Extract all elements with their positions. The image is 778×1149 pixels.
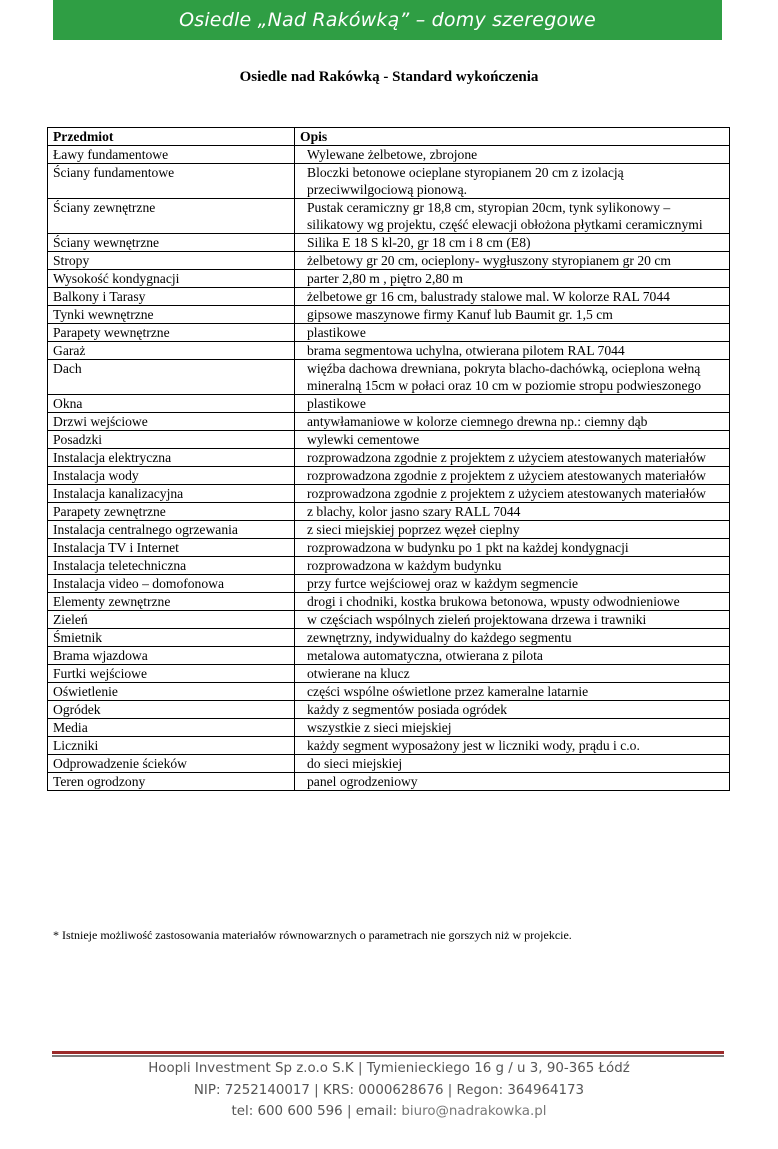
row-description-cell: plastikowe: [295, 395, 730, 413]
row-description-cell: części wspólne oświetlone przez kameralne latarnie: [295, 683, 730, 701]
document-title: Osiedle nad Rakówką - Standard wykończenia: [239, 69, 539, 85]
row-item-cell: Parapety zewnętrzne: [48, 503, 295, 521]
row-item-cell: Posadzki: [48, 431, 295, 449]
row-item-cell: Teren ogrodzony: [48, 773, 295, 791]
row-item-cell: Brama wjazdowa: [48, 647, 295, 665]
table-row: [48, 539, 730, 557]
row-item-cell: Balkony i Tarasy: [48, 288, 295, 306]
row-item-cell: Ściany fundamentowe: [48, 164, 295, 199]
row-description-cell: z sieci miejskiej poprzez węzeł cieplny: [295, 521, 730, 539]
row-item-cell: Tynki wewnętrzne: [48, 306, 295, 324]
row-item-cell: Ogródek: [48, 701, 295, 719]
table-header-row: [48, 128, 730, 146]
row-item-cell: Instalacja video – domofonowa: [48, 575, 295, 593]
banner-title: Osiedle „Nad Rakówką” – domy szeregowe: [179, 9, 596, 31]
row-description-cell: Silika E 18 S kl-20, gr 18 cm i 8 cm (E8): [295, 234, 730, 252]
row-item-cell: Odprowadzenie ścieków: [48, 755, 295, 773]
table-row: [48, 449, 730, 467]
row-item-cell: Ściany wewnętrzne: [48, 234, 295, 252]
row-item-cell: Okna: [48, 395, 295, 413]
row-description-cell: żelbetowy gr 20 cm, ocieplony- wygłuszony styropianem gr 20 cm: [295, 252, 730, 270]
row-description-cell: parter 2,80 m , piętro 2,80 m: [295, 270, 730, 288]
table-row: [48, 306, 730, 324]
row-item-cell: Dach: [48, 360, 295, 395]
table-row: [48, 395, 730, 413]
table-row: [48, 288, 730, 306]
row-item-cell: Ściany zewnętrzne: [48, 199, 295, 234]
row-item-cell: Drzwi wejściowe: [48, 413, 295, 431]
row-item-cell: Liczniki: [48, 737, 295, 755]
footer-address: Hoopli Investment Sp z.o.o S.K | Tymienieckiego 16 g / u 3, 90-365 Łódź: [148, 1061, 630, 1076]
row-description-cell: Wylewane żelbetowe, zbrojone: [295, 146, 730, 164]
row-description-cell: z blachy, kolor jasno szary RALL 7044: [295, 503, 730, 521]
header-banner: [53, 0, 722, 40]
table-row: [48, 557, 730, 575]
row-description-cell: Bloczki betonowe ocieplane styropianem 20 cm z izolacją przeciwwilgociową pionową.: [295, 164, 730, 199]
row-item-cell: Elementy zewnętrzne: [48, 593, 295, 611]
row-item-cell: Instalacja teletechniczna: [48, 557, 295, 575]
row-item-cell: Wysokość kondygnacji: [48, 270, 295, 288]
table-row: [48, 665, 730, 683]
row-description-cell: zewnętrzny, indywidualny do każdego segmentu: [295, 629, 730, 647]
footer-email-link[interactable]: biuro@nadrakowka.pl: [401, 1104, 547, 1119]
row-item-cell: Instalacja elektryczna: [48, 449, 295, 467]
table-row: [48, 575, 730, 593]
table-row: [48, 683, 730, 701]
table-row: [48, 773, 730, 791]
row-description-cell: rozprowadzona zgodnie z projektem z użyciem atestowanych materiałów: [295, 449, 730, 467]
table-row: [48, 164, 730, 199]
footer-contact: [0, 1104, 778, 1119]
table-row: [48, 467, 730, 485]
row-description-cell: rozprowadzona w budynku po 1 pkt na każdej kondygnacji: [295, 539, 730, 557]
table-row: [48, 413, 730, 431]
row-description-cell: otwierane na klucz: [295, 665, 730, 683]
row-item-cell: Śmietnik: [48, 629, 295, 647]
footer-rule-secondary: [52, 1055, 724, 1057]
row-item-cell: Furtki wejściowe: [48, 665, 295, 683]
footer-phone: tel: 600 600 596 | email:: [231, 1104, 402, 1119]
row-description-cell: wszystkie z sieci miejskiej: [295, 719, 730, 737]
table-row: [48, 270, 730, 288]
table-row: [48, 611, 730, 629]
table-row: [48, 593, 730, 611]
row-description-cell: wylewki cementowe: [295, 431, 730, 449]
row-description-cell: do sieci miejskiej: [295, 755, 730, 773]
standard-table: [47, 127, 730, 791]
table-row: [48, 503, 730, 521]
row-description-cell: Pustak ceramiczny gr 18,8 cm, styropian 20cm, tynk sylikonowy – silikatowy wg projektu, część elewacji obłożona płytkami ceramicznymi: [295, 199, 730, 234]
row-description-cell: rozprowadzona zgodnie z projektem z użyciem atestowanych materiałów: [295, 467, 730, 485]
row-item-cell: Stropy: [48, 252, 295, 270]
row-description-cell: antywłamaniowe w kolorze ciemnego drewna np.: ciemny dąb: [295, 413, 730, 431]
table-row: [48, 485, 730, 503]
table-row: [48, 252, 730, 270]
row-description-cell: drogi i chodniki, kostka brukowa betonowa, wpusty odwodnieniowe: [295, 593, 730, 611]
column-header-description: Opis: [295, 128, 730, 146]
footnote: * Istnieje możliwość zastosowania materiałów równowarznych o parametrach nie gorszych niż w projekcie.: [53, 928, 572, 942]
column-header-item: Przedmiot: [48, 128, 295, 146]
row-item-cell: Instalacja kanalizacyjna: [48, 485, 295, 503]
row-description-cell: rozprowadzona zgodnie z projektem z użyciem atestowanych materiałów: [295, 485, 730, 503]
row-item-cell: Oświetlenie: [48, 683, 295, 701]
row-item-cell: Parapety wewnętrzne: [48, 324, 295, 342]
footer-registration: NIP: 7252140017 | KRS: 0000628676 | Regon: 364964173: [193, 1083, 585, 1098]
row-item-cell: Ławy fundamentowe: [48, 146, 295, 164]
row-description-cell: panel ogrodzeniowy: [295, 773, 730, 791]
table-row: [48, 521, 730, 539]
row-description-cell: metalowa automatyczna, otwierana z pilota: [295, 647, 730, 665]
table-row: [48, 324, 730, 342]
footer-rule: [52, 1051, 724, 1054]
row-description-cell: każdy segment wyposażony jest w liczniki wody, prądu i c.o.: [295, 737, 730, 755]
row-item-cell: Garaż: [48, 342, 295, 360]
row-item-cell: Instalacja wody: [48, 467, 295, 485]
row-description-cell: brama segmentowa uchylna, otwierana pilotem RAL 7044: [295, 342, 730, 360]
table-row: [48, 701, 730, 719]
table-row: [48, 234, 730, 252]
row-description-cell: w częściach wspólnych zieleń projektowana drzewa i trawniki: [295, 611, 730, 629]
table-row: [48, 629, 730, 647]
row-description-cell: więźba dachowa drewniana, pokryta blacho-dachówką, ocieplona wełną mineralną 15cm w połaci oraz 10 cm w poziomie stropu podwieszonego: [295, 360, 730, 395]
table-row: [48, 719, 730, 737]
row-item-cell: Instalacja centralnego ogrzewania: [48, 521, 295, 539]
table-row: [48, 342, 730, 360]
row-description-cell: plastikowe: [295, 324, 730, 342]
row-item-cell: Media: [48, 719, 295, 737]
row-description-cell: przy furtce wejściowej oraz w każdym segmencie: [295, 575, 730, 593]
table-row: [48, 431, 730, 449]
table-row: [48, 737, 730, 755]
table-row: [48, 146, 730, 164]
row-item-cell: Instalacja TV i Internet: [48, 539, 295, 557]
table-row: [48, 647, 730, 665]
row-description-cell: rozprowadzona w każdym budynku: [295, 557, 730, 575]
row-description-cell: każdy z segmentów posiada ogródek: [295, 701, 730, 719]
table-row: [48, 360, 730, 395]
row-description-cell: gipsowe maszynowe firmy Kanuf lub Baumit gr. 1,5 cm: [295, 306, 730, 324]
row-description-cell: żelbetowe gr 16 cm, balustrady stalowe mal. W kolorze RAL 7044: [295, 288, 730, 306]
table-body: [48, 146, 730, 791]
table-row: [48, 199, 730, 234]
row-item-cell: Zieleń: [48, 611, 295, 629]
table-row: [48, 755, 730, 773]
